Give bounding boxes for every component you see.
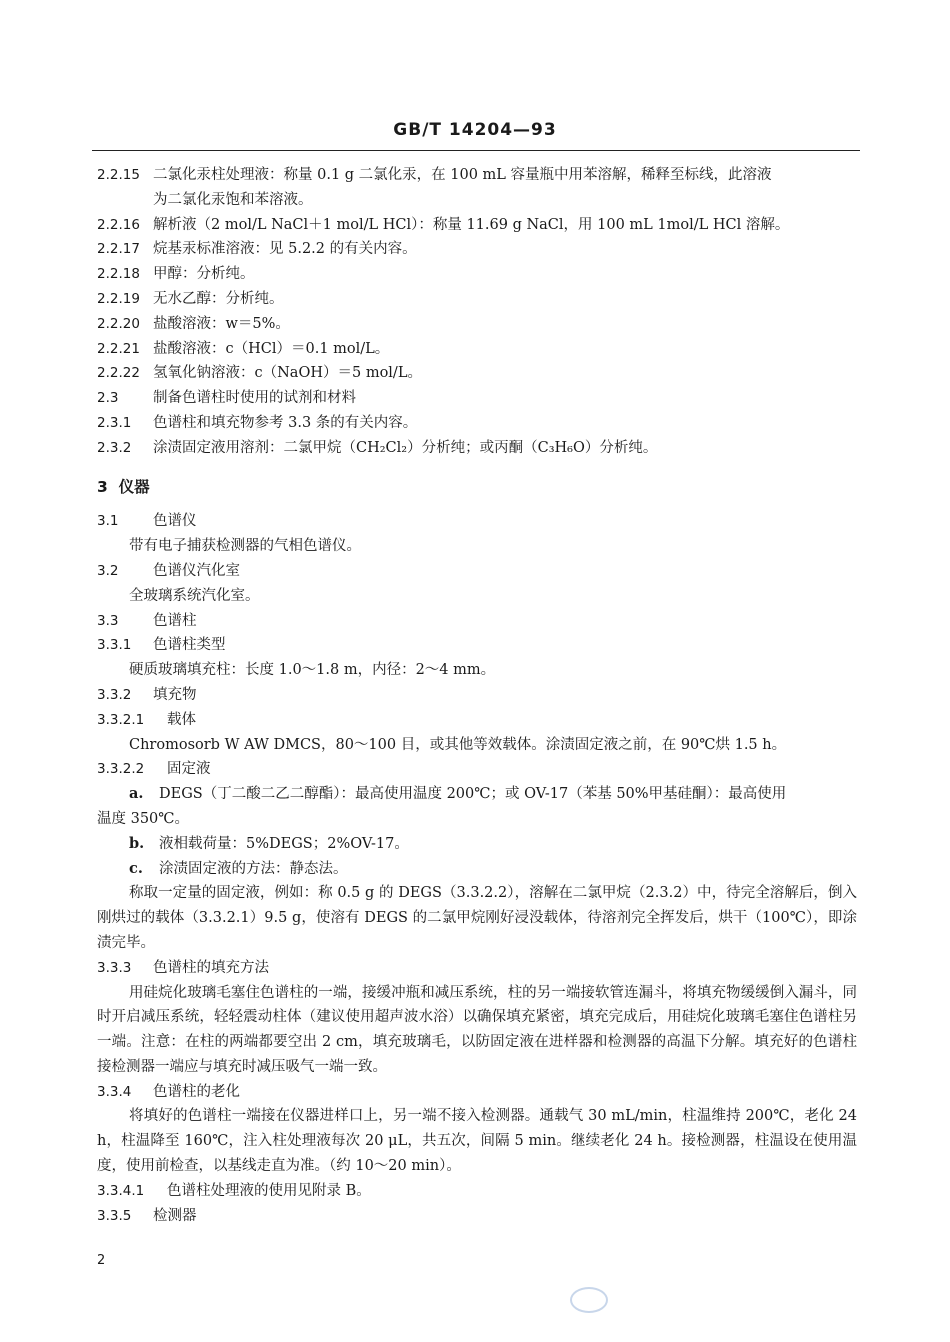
clause-text: 检测器 <box>153 1207 197 1224</box>
clause-line <box>97 386 857 411</box>
clause-line <box>97 337 857 362</box>
clause-line <box>97 312 857 337</box>
clause-number: 3.3.2.2 <box>97 761 145 778</box>
item-c <box>97 857 857 882</box>
clause-text: 色谱柱类型 <box>153 637 226 654</box>
clause-number: 3.3.4 <box>97 1083 132 1100</box>
clause-3-3 <box>97 609 857 634</box>
clause-text: 色谱柱和填充物参考 3.3 条的有关内容。 <box>153 414 418 431</box>
clause-text: 色谱仪 <box>153 513 197 530</box>
clause-line <box>97 361 857 386</box>
clause-3-3-5 <box>97 1204 857 1229</box>
clause-number: 2.2.19 <box>97 290 140 307</box>
clause-text: 盐酸溶液：c（HCl）＝0.1 mol/L。 <box>153 340 390 357</box>
clause-number: 3.3 <box>97 612 119 629</box>
clause-3-3-2-1 <box>97 708 857 733</box>
clause-text: 载体 <box>167 711 196 728</box>
clause-3-3-4 <box>97 1080 857 1105</box>
sac-watermark-logo <box>570 1287 608 1313</box>
filling-paragraph: 用硅烷化玻璃毛塞住色谱柱的一端，接缓冲瓶和减压系统，柱的另一端接软管连漏斗，将填充物缓缓倒入漏斗，同时开启减压系统，轻轻震动柱体（建议使用超声波水浴）以确保填充紧密，填充完成后，用硅烷化玻璃毛塞住色谱柱另一端。注意：在柱的两端都要空出 2 cm，填充玻璃毛，以防固定液在进样器和检测器的高温下分解。填充好的色谱柱接检测器一端应与填充时减压吸气一端一致。 <box>97 984 857 1075</box>
clause-text: 色谱柱的老化 <box>153 1083 240 1100</box>
clause-number: 2.2.17 <box>97 241 140 258</box>
clause-3-3-3 <box>97 956 857 981</box>
clause-line <box>97 287 857 312</box>
clause-text: 解析液（2 mol/L NaCl＋1 mol/L HCl）：称量 11.69 g NaCl，用 100 mL 1mol/L HCl 溶解。 <box>153 216 790 233</box>
clause-3-3-1 <box>97 633 857 658</box>
clause-number: 3.1 <box>97 513 119 530</box>
item-b <box>97 832 857 857</box>
page-number: 2 <box>97 1253 106 1268</box>
clause-line <box>97 436 857 461</box>
clause-3-2-body: 全玻璃系统汽化室。 <box>129 587 260 604</box>
clause-text: 二氯化汞柱处理液：称量 0.1 g 二氯化汞，在 100 mL 容量瓶中用苯溶解，稀释至标线，此溶液 <box>153 167 772 183</box>
clause-text: 填充物 <box>153 686 197 703</box>
clause-text: 色谱柱的填充方法 <box>153 959 269 976</box>
clause-list-2 <box>97 163 857 461</box>
clause-text: 氢氧化钠溶液：c（NaOH）＝5 mol/L。 <box>153 365 422 382</box>
clause-text: 烷基汞标准溶液：见 5.2.2 的有关内容。 <box>153 241 417 258</box>
aging-paragraph: 将填好的色谱柱一端接在仪器进样口上，另一端不接入检测器。通载气 30 mL/min，柱温维持 200℃，老化 24 h，柱温降至 160℃，注入柱处理液每次 20 μL，共五次，间隔 5 min。继续老化 24 h。接检测器，柱温设在使用温度，使用前检查，以基线走直为准。（约 10～20 min）。 <box>97 1108 857 1175</box>
page-body <box>97 163 857 1228</box>
item-a-cont: 温度 350℃。 <box>97 810 190 827</box>
clause-text: 涂渍固定液的方法：静态法。 <box>159 860 348 877</box>
clause-text: 甲醇：分析纯。 <box>153 266 255 283</box>
clause-text: 盐酸溶液：w＝5%。 <box>153 315 290 332</box>
clause-3-3-1-body: 硬质玻璃填充柱：长度 1.0～1.8 m，内径：2～4 mm。 <box>129 662 496 679</box>
clause-text: b. <box>129 834 145 852</box>
clause-text: 色谱柱 <box>153 612 197 629</box>
clause-number: 3.3.3 <box>97 959 132 976</box>
clause-number: 2.3 <box>97 390 119 407</box>
clause-text: 涂渍固定液用溶剂：二氯甲烷（CH₂Cl₂）分析纯；或丙酮（C₃H₆O）分析纯。 <box>153 439 658 456</box>
header-rule <box>92 150 860 151</box>
clause-number: 2.2.21 <box>97 340 140 357</box>
clause-3-3-2-2 <box>97 757 857 782</box>
clause-number: 3.3.5 <box>97 1207 132 1224</box>
clause-number: 2.3.2 <box>97 439 132 456</box>
clause-3-1-body: 带有电子捕获检测器的气相色谱仪。 <box>129 538 361 555</box>
clause-text: 仪器 <box>118 477 150 496</box>
clause-text: a. <box>129 785 144 803</box>
clause-number: 3.3.4.1 <box>97 1182 145 1199</box>
clause-3-3-4-1 <box>97 1179 857 1204</box>
clause-number: 3.3.2 <box>97 686 132 703</box>
clause-number: 2.2.20 <box>97 315 140 332</box>
clause-line <box>97 262 857 287</box>
clause-text: 色谱仪汽化室 <box>153 562 240 579</box>
coating-paragraph: 称取一定量的固定液，例如：称 0.5 g 的 DEGS（3.3.2.2），溶解在二氯甲烷（2.3.2）中，待完全溶解后，倒入刚烘过的载体（3.3.2.1）9.5 g，使溶有 DEGS 的二氯甲烷刚好浸没载体，待溶剂完全挥发后，烘干（100℃），即涂渍完毕。 <box>97 885 857 951</box>
clause-number: 2.2.15 <box>97 167 140 183</box>
clause-line <box>97 213 857 238</box>
clause-line <box>97 163 857 188</box>
clause-number: 3.3.2.1 <box>97 711 145 728</box>
standard-header: GB/T 14204—93 <box>393 120 557 140</box>
clause-number: 2.2.22 <box>97 365 140 382</box>
clause-line <box>97 188 857 213</box>
clause-3-3-2 <box>97 683 857 708</box>
clause-3-3-2-1-body: Chromosorb W AW DMCS，80～100 目，或其他等效载体。涂渍固定液之前，在 90℃烘 1.5 h。 <box>129 736 787 753</box>
clause-text: 无水乙醇：分析纯。 <box>153 290 284 307</box>
item-a <box>97 782 857 807</box>
clause-number: 3.2 <box>97 562 119 579</box>
clause-number: 2.2.16 <box>97 216 140 233</box>
clause-text: 色谱柱处理液的使用见附录 B。 <box>167 1182 371 1199</box>
clause-text: 固定液 <box>167 761 211 778</box>
clause-line <box>97 411 857 436</box>
clause-number: 2.3.1 <box>97 414 132 431</box>
clause-text: c. <box>129 859 143 877</box>
clause-text: 液相载荷量：5%DEGS；2%OV-17。 <box>159 835 409 852</box>
clause-text: 为二氯化汞饱和苯溶液。 <box>153 191 313 208</box>
clause-text: 制备色谱柱时使用的试剂和材料 <box>153 390 356 407</box>
clause-line <box>97 237 857 262</box>
section-3-heading <box>97 475 857 500</box>
clause-number: 2.2.18 <box>97 266 140 283</box>
clause-text: DEGS（丁二酸二乙二醇酯）：最高使用温度 200℃；或 OV-17（苯基 50%甲基硅酮）：最高使用 <box>159 786 787 803</box>
clause-number: 3.3.1 <box>97 637 132 654</box>
clause-3-2 <box>97 559 857 584</box>
clause-3-1 <box>97 509 857 534</box>
clause-text: 3 <box>97 477 108 496</box>
